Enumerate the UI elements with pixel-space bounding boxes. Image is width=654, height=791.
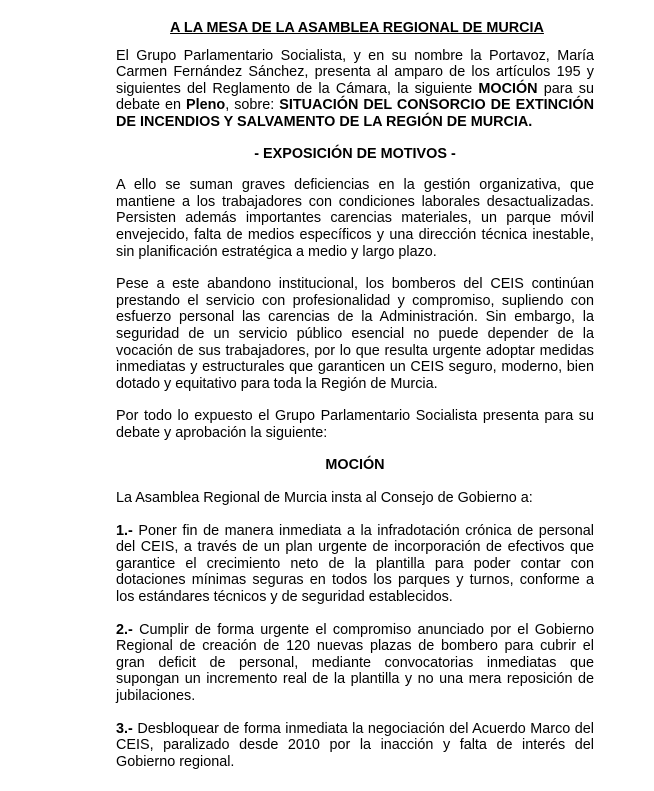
exposition-title: - EXPOSICIÓN DE MOTIVOS - (254, 145, 456, 162)
motion-title: MOCIÓN (325, 457, 385, 474)
exposition-paragraph-3: Por todo lo expuesto el Grupo Parlamentario Socialista presenta para su debate y aprobación la siguiente: (116, 408, 594, 441)
intro-text-1: El Grupo Parlamentario Socialista, y en su nombre la Portavoz, María Carmen Fernández Sánchez, presenta al amparo de los artículos 195 y siguientes del Reglamento de la Cámara, la siguiente (116, 47, 594, 97)
motion-item-text: Poner fin de manera inmediata a la infradotación crónica de personal del CEIS, a través de un plan urgente de incorporación de efectivos que garantice el crecimiento neto de la plantilla para poder contar con dotaciones mínimas seguras en todos los parques y turnos, conforme a los estándares técnicos y de seguridad establecidos. (116, 522, 594, 606)
motion-item (116, 523, 594, 606)
motion-item-text: Cumplir de forma urgente el compromiso anunciado por el Gobierno Regional de creación de 120 nuevas plazas de bombero para cubrir el gran deficit de personal, mediante convocatorias inmediatas que supongan un incremento real de la plantilla y no una mera reposición de jubilaciones. (116, 621, 594, 704)
document-heading: A LA MESA DE LA ASAMBLEA REGIONAL DE MURCIA (170, 20, 544, 36)
exposition-paragraph-2: Pese a este abandono institucional, los bomberos del CEIS continúan prestando el servicio con profesionalidad y compromiso, supliendo con esfuerzo personal las carencias de la Administración. Sin embargo, la seguridad de un servicio público esencial no puede depender de la vocación de sus trabajadores, por lo que resulta urgente adoptar medidas inmediatas y estructurales que garanticen un CEIS seguro, moderno, bien dotado y equitativo para toda la Región de Murcia. (116, 276, 594, 392)
motion-item-number: 1.- (116, 522, 133, 539)
intro-plenary-word: Pleno (186, 97, 226, 114)
intro-motion-word: MOCIÓN (478, 80, 538, 97)
intro-paragraph (116, 48, 594, 131)
motion-item (116, 721, 594, 771)
intro-text-3: , sobre: (225, 97, 280, 114)
intro-subject: SITUACIÓN DEL CONSORCIO DE EXTINCIÓN DE INCENDIOS Y SALVAMENTO DE LA REGIÓN DE MURCIA. (116, 97, 594, 130)
motion-item (116, 622, 594, 705)
exposition-paragraph-1: A ello se suman graves deficiencias en la gestión organizativa, que mantiene a los trabajadores con condiciones laborales desactualizadas. Persisten además importantes carencias materiales, un parque móvil envejecido, falta de medios específicos y una dirección técnica inestable, sin planificación estratégica a medio y largo plazo. (116, 177, 594, 260)
intro-text-2: para su debate en (116, 80, 595, 114)
motion-item-number: 2.- (116, 621, 133, 638)
document-page (116, 20, 594, 770)
motion-item-text: Desbloquear de forma inmediata la negociación del Acuerdo Marco del CEIS, paralizado desde 2010 por la inacción y falta de interés del Gobierno regional. (116, 720, 594, 770)
motion-item-number: 3.- (116, 720, 133, 737)
motion-lead: La Asamblea Regional de Murcia insta al Consejo de Gobierno a: (116, 490, 533, 507)
